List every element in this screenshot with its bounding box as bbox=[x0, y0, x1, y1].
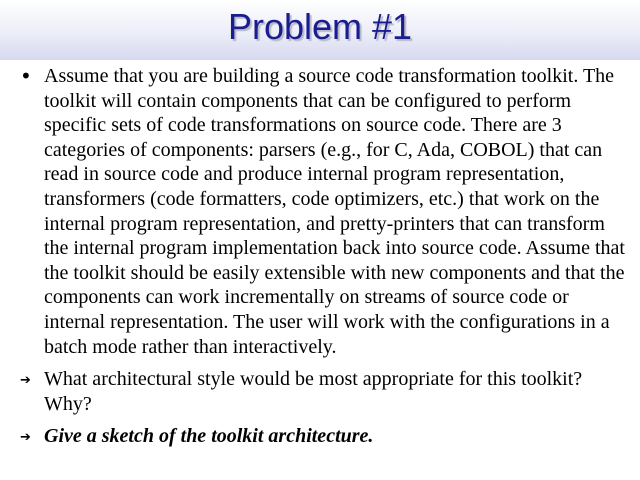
slide-title: Problem #1 bbox=[227, 6, 413, 47]
problem-statement-text: Assume that you are building a source code transformation toolkit. The toolkit will contain components that can be configured to perform specific sets of code transformations on source code. There are 3 categories of components: parsers (e.g., for C, Ada, COBOL) that can read in source code and produce internal program representation, transformers (code formatters, code optimizers, etc.) that work on the internal program representation, and pretty-printers that can transform the internal program implementation back into source code. Assume that the toolkit should be easily extensible with new components and that the components can work incrementally on streams of source code or internal representation. The user will work with the configurations in a batch mode rather than interactively. bbox=[44, 65, 625, 358]
question-style-text: What architectural style would be most appropriate for this toolkit? Why? bbox=[44, 368, 583, 415]
question-sketch-text: Give a sketch of the toolkit architecture. bbox=[44, 425, 374, 448]
arrow-bullet-icon: ➔ bbox=[20, 430, 31, 446]
bullet-item-question-sketch bbox=[20, 424, 626, 449]
bullet-item-question-style bbox=[20, 367, 626, 416]
bullet-item-problem-statement bbox=[20, 64, 626, 359]
slide-body bbox=[20, 64, 626, 457]
arrow-bullet-icon: ➔ bbox=[20, 373, 31, 389]
bullet-dot-icon: • bbox=[20, 64, 32, 88]
title-banner bbox=[0, 0, 640, 60]
